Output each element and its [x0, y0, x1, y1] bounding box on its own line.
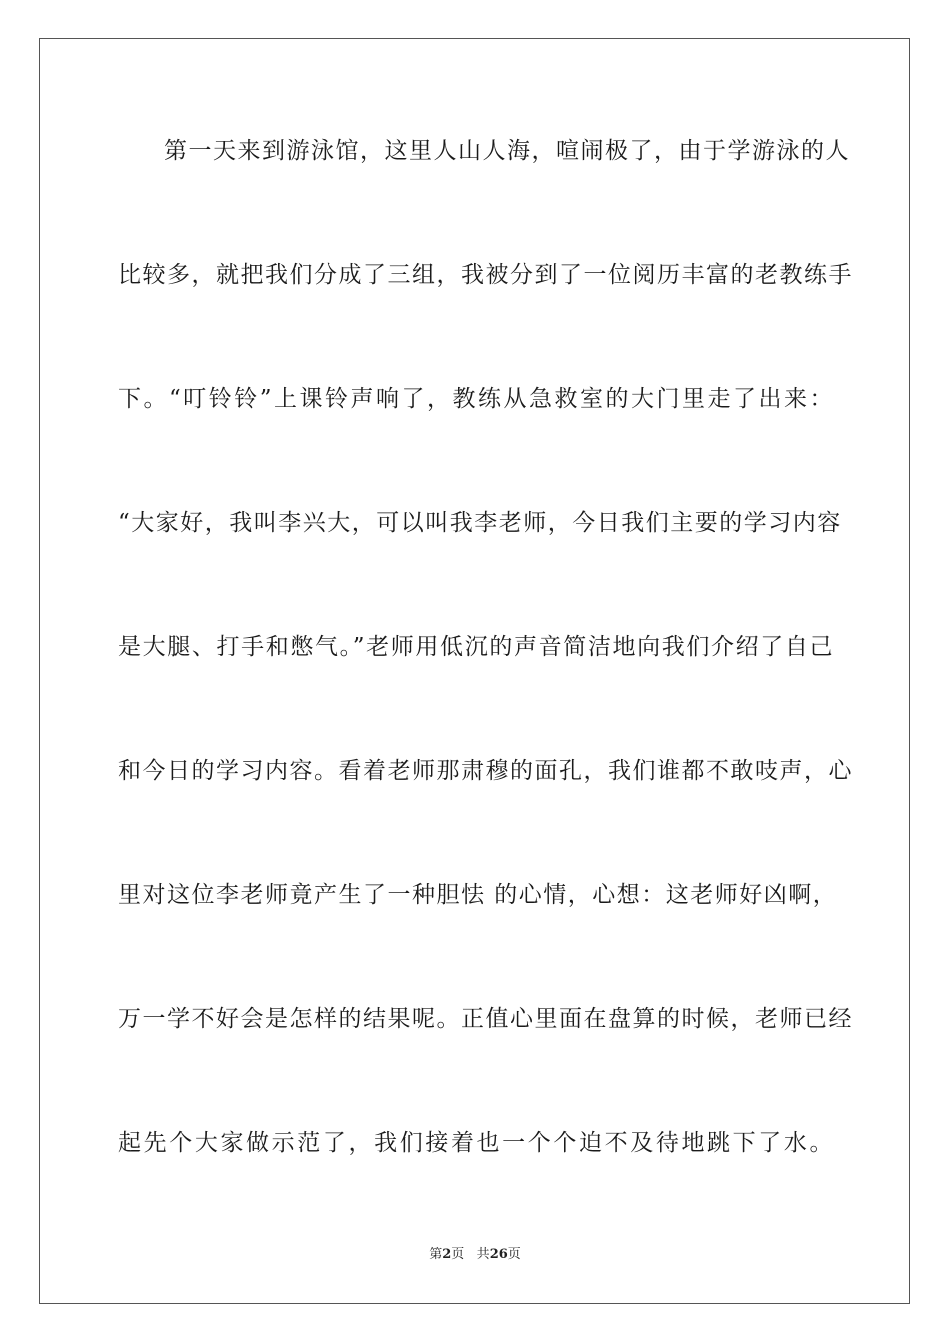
body-line-5: 是大腿、打手和憋气。”老师用低沉的声音简洁地向我们介绍了自己 [118, 634, 834, 660]
footer-page-suffix: 页 [451, 1247, 465, 1262]
footer-total-prefix: 共 [476, 1247, 490, 1262]
page-frame [39, 38, 910, 1304]
footer-page-number: 2 [442, 1247, 452, 1262]
body-line-8: 万一学不好会是怎样的结果呢。正值心里面在盘算的时候，老师已经 [118, 1006, 853, 1032]
footer-total-pages: 26 [489, 1247, 508, 1262]
body-line-1: 第一天来到游泳馆，这里人山人海，喧闹极了，由于学游泳的人 [164, 138, 850, 164]
body-line-7: 里对这位李老师竟产生了一种胆怯 的心情，心想：这老师好凶啊， [118, 882, 838, 908]
body-line-3: 下。“叮铃铃”上课铃声响了，教练从急救室的大门里走了出来： [118, 386, 834, 412]
body-line-9: 起先个大家做示范了，我们接着也一个个迫不及待地跳下了水。 [118, 1130, 834, 1156]
page-footer [0, 1246, 950, 1264]
body-line-4: “大家好，我叫李兴大，可以叫我李老师，今日我们主要的学习内容 [118, 510, 842, 536]
body-line-2: 比较多，就把我们分成了三组，我被分到了一位阅历丰富的老教练手 [118, 262, 853, 288]
body-line-6: 和今日的学习内容。看着老师那肃穆的面孔，我们谁都不敢吱声，心 [118, 758, 853, 784]
footer-total-suffix: 页 [507, 1247, 521, 1262]
footer-page-prefix: 第 [429, 1247, 443, 1262]
